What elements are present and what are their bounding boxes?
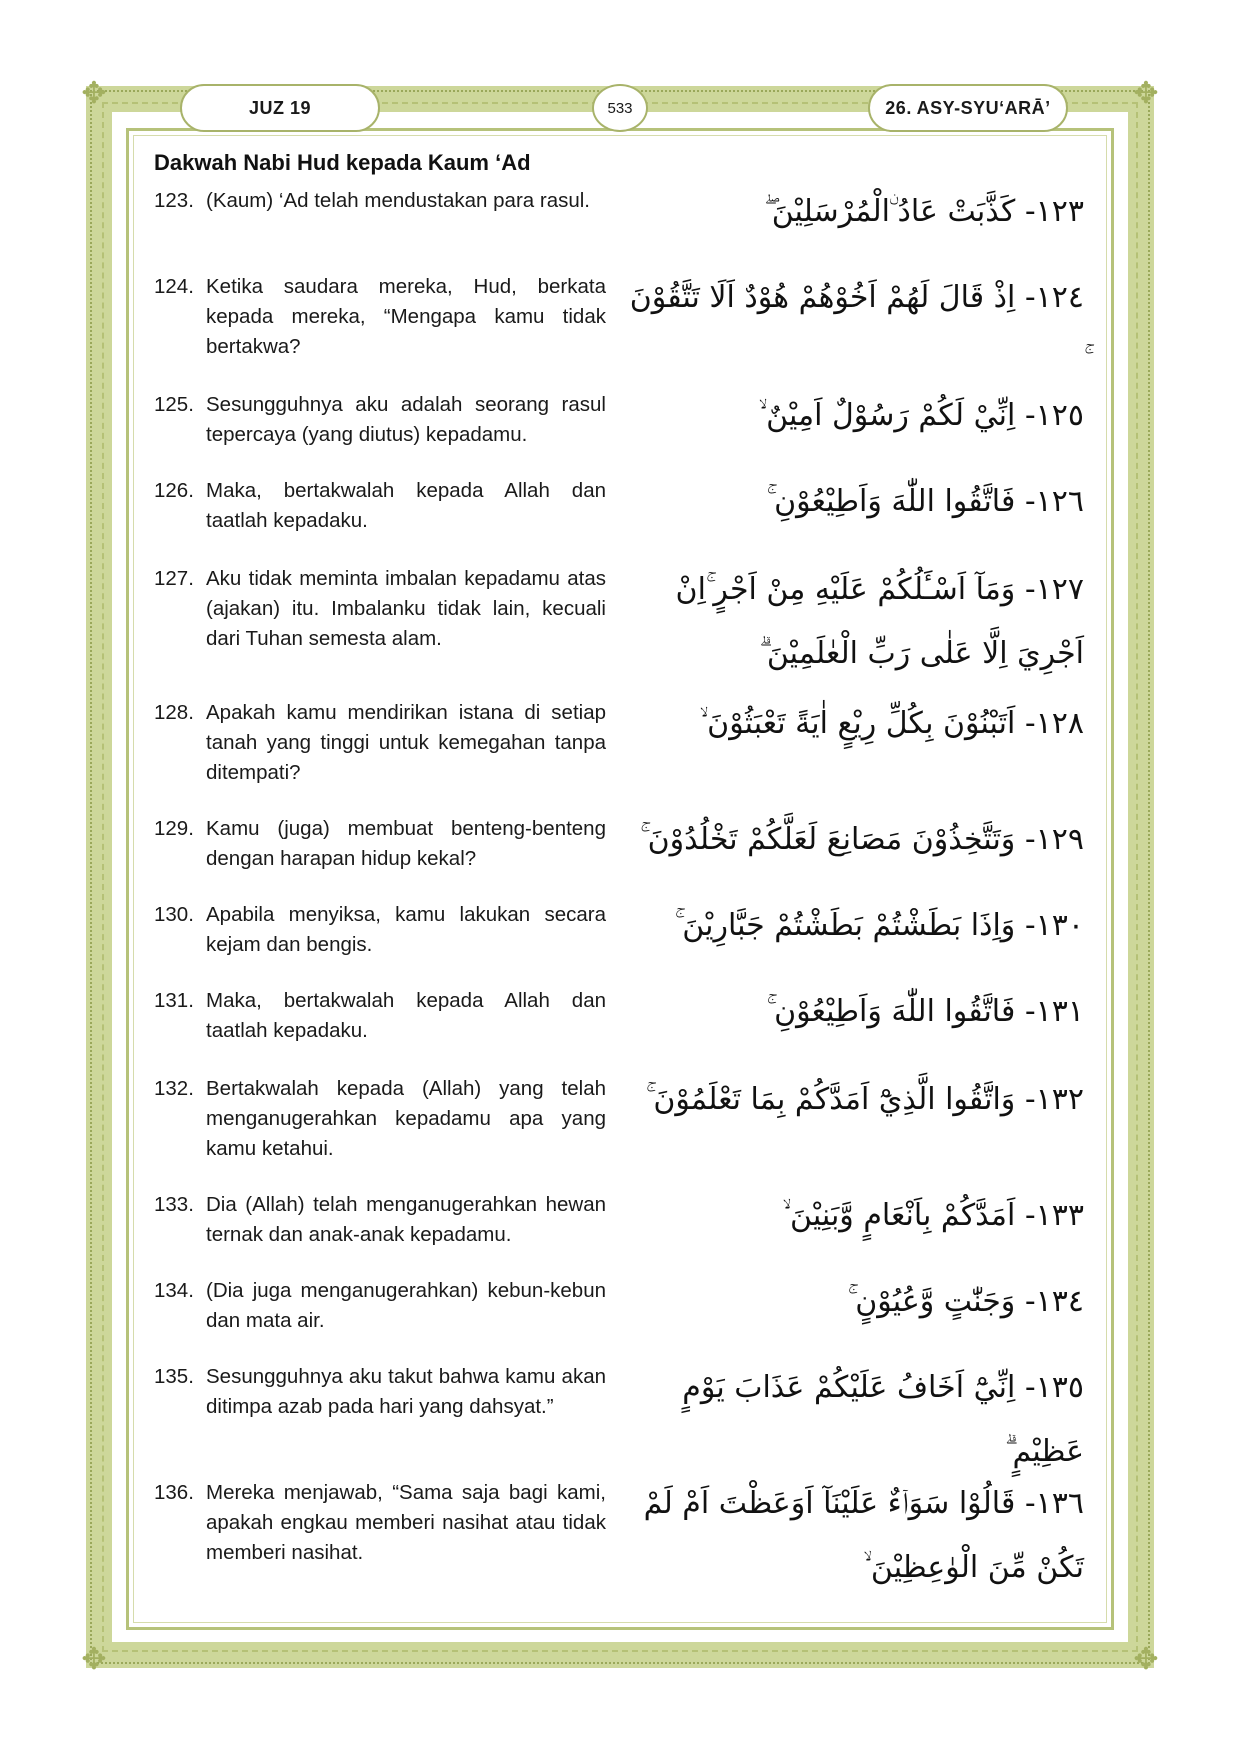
- verse-text: Ketika saudara mereka, Hud, berkata kepada mereka, “Mengapa kamu tidak bertakwa?: [206, 275, 606, 358]
- verse-number: 124.: [154, 275, 194, 298]
- verse-number: 129.: [154, 817, 194, 840]
- translation: [154, 1362, 606, 1422]
- verse-number: 131.: [154, 989, 194, 1012]
- verse-number: 135.: [154, 1365, 194, 1388]
- arabic-verse: ١٢٧- وَمَآ اَسْـَٔلُكُمْ عَلَيْهِ مِنْ اَجْرٍ ۚاِنْ اَجْرِيَ اِلَّا عَلٰى رَبِّ الْعٰلَمِيْنَ ۗ: [675, 572, 1084, 671]
- verse-text: Maka, bertakwalah kepada Allah dan taatlah kepadaku.: [206, 479, 606, 532]
- arabic-verse: ١٣٦- قَالُوْا سَوَاۤءٌ عَلَيْنَآ اَوَعَظْتَ اَمْ لَمْ تَكُنْ مِّنَ الْوٰعِظِيْنَ ۙ: [643, 1486, 1084, 1585]
- verse-text: Bertakwalah kepada (Allah) yang telah menganugerahkan kepadamu apa yang kamu ketahui.: [206, 1077, 606, 1160]
- verse-text: Apabila menyiksa, kamu lakukan secara kejam dan bengis.: [206, 903, 606, 956]
- verse-number: 126.: [154, 479, 194, 502]
- verse-number: 127.: [154, 567, 194, 590]
- verse-text: (Kaum) ‘Ad telah mendustakan para rasul.: [206, 189, 591, 212]
- arabic-verse: ١٢٨- اَتَبْنُوْنَ بِكُلِّ رِيْعٍ اٰيَةً تَعْبَثُوْنَ ۙ: [699, 706, 1084, 741]
- arabic-verse: ١٢٥- اِنِّيْ لَكُمْ رَسُوْلٌ اَمِيْنٌ ۙ: [758, 398, 1084, 433]
- arabic-verse: ١٣٤- وَجَنّٰتٍ وَّعُيُوْنٍ ۚ: [847, 1284, 1084, 1319]
- translation: [154, 272, 606, 362]
- verse-number: 130.: [154, 903, 194, 926]
- verse-number: 132.: [154, 1077, 194, 1100]
- arabic-verse: ١٣٢- وَاتَّقُوا الَّذِيْٓ اَمَدَّكُمْ بِمَا تَعْلَمُوْنَ ۚ: [645, 1082, 1084, 1117]
- arabic-verse: ١٣٠- وَاِذَا بَطَشْتُمْ بَطَشْتُمْ جَبَّارِيْنَ ۚ: [674, 908, 1084, 943]
- verse-number: 133.: [154, 1193, 194, 1216]
- section-title: Dakwah Nabi Hud kepada Kaum ‘Ad: [154, 150, 531, 175]
- arabic-verse: ١٣٥- اِنِّيْٓ اَخَافُ عَلَيْكُمْ عَذَابَ يَوْمٍ عَظِيْمٍ ۗ: [682, 1370, 1084, 1469]
- corner-ornament-icon: ✥: [81, 76, 107, 111]
- verse-text: Apakah kamu mendirikan istana di setiap tanah yang tinggi untuk kemegahan tanpa ditempati?: [206, 701, 606, 784]
- verse-number: 134.: [154, 1279, 194, 1302]
- arabic-verse: ١٣١- فَاتَّقُوا اللّٰهَ وَاَطِيْعُوْنِ ۚ: [766, 994, 1084, 1029]
- translation: [154, 986, 606, 1046]
- corner-ornament-icon: ✥: [81, 1642, 107, 1677]
- verse-text: Dia (Allah) telah menganugerahkan hewan ternak dan anak-anak kepadamu.: [206, 1193, 606, 1246]
- verse-text: Aku tidak meminta imbalan kepadamu atas (ajakan) itu. Imbalanku tidak lain, kecuali dari Tuhan semesta alam.: [206, 567, 606, 650]
- translation: [154, 476, 606, 536]
- verse-text: Sesungguhnya aku adalah seorang rasul tepercaya (yang diutus) kepadamu.: [206, 393, 606, 446]
- translation: [154, 390, 606, 450]
- translation: [154, 698, 606, 788]
- corner-ornament-icon: ✥: [1133, 1642, 1159, 1677]
- verse-number: 123.: [154, 189, 194, 212]
- translation: [154, 186, 606, 216]
- surah-label: 26. ASY-SYU‘ARĀ’: [868, 84, 1068, 132]
- translation: [154, 814, 606, 874]
- juz-label: JUZ 19: [180, 84, 380, 132]
- verse-text: Kamu (juga) membuat benteng-benteng dengan harapan hidup kekal?: [206, 817, 606, 870]
- verse-number: 125.: [154, 393, 194, 416]
- arabic-verse: ١٢٦- فَاتَّقُوا اللّٰهَ وَاَطِيْعُوْنِ ۚ: [766, 484, 1084, 519]
- arabic-verse: ١٢٤- اِذْ قَالَ لَهُمْ اَخُوْهُمْ هُوْدٌ اَلَا تَتَّقُوْنَ: [629, 280, 1084, 315]
- verse-text: (Dia juga menganugerahkan) kebun-kebun dan mata air.: [206, 1279, 606, 1332]
- translation: [154, 900, 606, 960]
- corner-ornament-icon: ✥: [1133, 76, 1159, 111]
- verse-text: Sesungguhnya aku takut bahwa kamu akan ditimpa azab pada hari yang dahsyat.”: [206, 1365, 606, 1418]
- verse-text: Maka, bertakwalah kepada Allah dan taatlah kepadaku.: [206, 989, 606, 1042]
- translation: [154, 1276, 606, 1336]
- verse-number: 128.: [154, 701, 194, 724]
- translation: [154, 1190, 606, 1250]
- verse-text: Mereka menjawab, “Sama saja bagi kami, apakah engkau memberi nasihat atau tidak memberi nasihat.: [206, 1481, 606, 1564]
- translation: [154, 1074, 606, 1164]
- translation: [154, 564, 606, 654]
- verse-number: 136.: [154, 1481, 194, 1504]
- arabic-verse: ١٢٩- وَتَتَّخِذُوْنَ مَصَانِعَ لَعَلَّكُمْ تَخْلُدُوْنَ ۚ: [640, 822, 1084, 857]
- translation: [154, 1478, 606, 1568]
- arabic-verse: ١٣٣- اَمَدَّكُمْ بِاَنْعَامٍ وَّبَنِيْنَ ۙ: [782, 1198, 1084, 1233]
- arabic-verse: ١٢٣- كَذَّبَتْ عَادُ ۨالْمُرْسَلِيْنَ ۖ: [764, 194, 1084, 229]
- page-number: 533: [592, 84, 648, 132]
